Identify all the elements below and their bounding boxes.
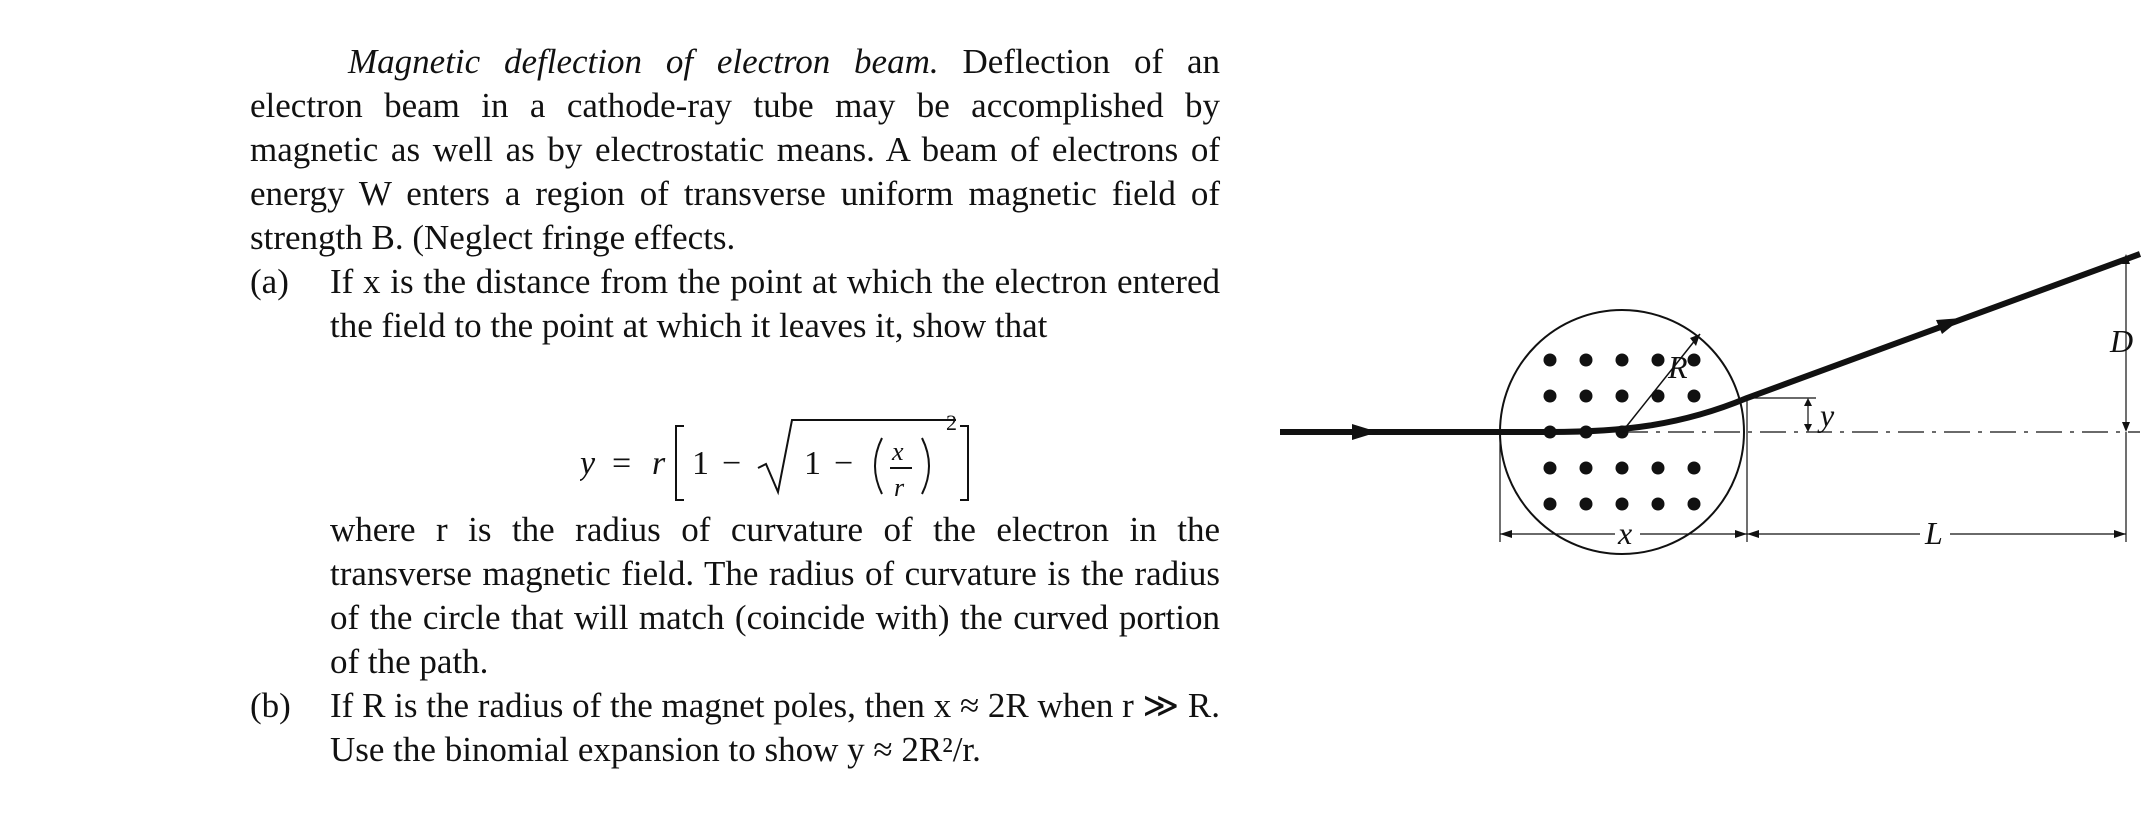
formula-y: y: [580, 445, 596, 482]
field-dot: [1580, 498, 1593, 511]
formula-r-denominator: r: [894, 473, 905, 502]
label-R: R: [1668, 349, 1688, 385]
formula-r: r: [652, 445, 666, 482]
formula: [580, 408, 1000, 508]
field-dot: [1616, 462, 1629, 475]
field-dot: [1688, 462, 1701, 475]
label-D: D: [2110, 323, 2134, 359]
field-dot: [1652, 354, 1665, 367]
formula-one-b: 1: [804, 445, 821, 482]
field-dot: [1652, 498, 1665, 511]
problem-text: [250, 40, 1220, 772]
formula-x: x: [892, 437, 904, 466]
field-dot: [1688, 498, 1701, 511]
figure-svg: [1260, 230, 2140, 650]
part-b-label: (b): [250, 686, 291, 725]
right-bracket: [960, 426, 968, 500]
deflection-figure: [1260, 230, 2140, 650]
problem-title: Magnetic deflection of electron beam.: [348, 42, 939, 81]
label-x: x: [1618, 515, 1633, 551]
left-paren: [875, 438, 882, 494]
field-dot: [1580, 390, 1593, 403]
part-a-text: If x is the distance from the point at which the electron entered the field to the point at which it leaves it, show that: [330, 262, 1220, 345]
part-a: [250, 260, 1220, 348]
beam-arrowhead-right: [1936, 318, 1962, 334]
formula-svg: [580, 408, 1000, 508]
field-dot: [1544, 498, 1557, 511]
field-dot: [1544, 354, 1557, 367]
field-dot: [1580, 462, 1593, 475]
formula-minus-b: −: [834, 445, 854, 482]
field-dot: [1580, 354, 1593, 367]
intro-paragraph: [250, 40, 1220, 260]
formula-minus-a: −: [722, 445, 742, 482]
field-dot: [1652, 462, 1665, 475]
part-b: [250, 684, 1220, 772]
formula-equals: =: [612, 445, 632, 482]
label-y: y: [1820, 397, 1835, 433]
intro-text: Deflection of an electron beam in a cathode-ray tube may be accomplished by magnetic as well as by electrostatic means. A beam of electrons of energy W enters a region of transverse uniform magnetic field of strength B. (Neglect fringe effects.: [250, 42, 1220, 257]
right-paren: [922, 438, 929, 494]
label-L: L: [1925, 515, 1943, 551]
field-dot: [1616, 390, 1629, 403]
beam-arrowhead-left: [1352, 424, 1378, 440]
formula-exponent: 2: [946, 410, 957, 435]
field-dot: [1688, 390, 1701, 403]
field-dot: [1688, 354, 1701, 367]
formula-one-a: 1: [692, 445, 709, 482]
part-b-text: If R is the radius of the magnet poles, then x ≈ 2R when r ≫ R. Use the binomial expansion to show y ≈ 2R²/r.: [330, 686, 1220, 769]
left-bracket: [676, 426, 684, 500]
field-dot: [1616, 354, 1629, 367]
part-a-label: (a): [250, 262, 289, 301]
field-dot: [1616, 498, 1629, 511]
beam-path: [1280, 254, 2140, 432]
field-dot: [1544, 390, 1557, 403]
part-a-continued: where r is the radius of curvature of the electron in the transverse magnetic field. The radius of curvature is the radius of the circle that will match (coincide with) the curved portion of the path.: [330, 510, 1220, 681]
field-dot: [1544, 462, 1557, 475]
